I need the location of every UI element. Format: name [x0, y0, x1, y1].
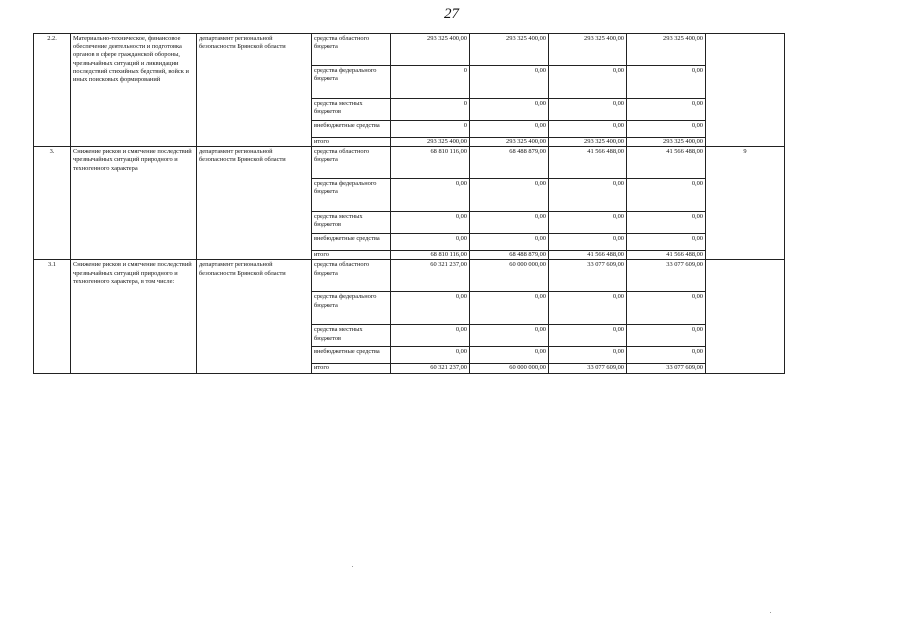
item-number-cell: 2.2.	[34, 34, 71, 147]
amount-cell: 0,00	[470, 292, 549, 325]
item-number-cell: 3.1	[34, 260, 71, 373]
indicator-cell	[706, 34, 785, 147]
amount-cell: 60 321 237,00	[391, 364, 470, 373]
amount-cell: 0,00	[391, 179, 470, 212]
amount-cell: 33 077 609,00	[627, 364, 706, 373]
amount-cell: 0,00	[627, 121, 706, 138]
amount-cell: 60 321 237,00	[391, 260, 470, 292]
executor-cell: департамент региональной безопасности Брянской области	[197, 34, 312, 147]
amount-cell: 0	[391, 121, 470, 138]
funding-source-cell: средства федерального бюджета	[312, 66, 391, 99]
indicator-cell	[706, 260, 785, 373]
item-name-cell: Снижение рисков и смягчение последствий чрезвычайных ситуаций природного и техногенного характера, в том числе:	[71, 260, 197, 373]
amount-cell: 33 077 609,00	[549, 260, 627, 292]
item-number-cell: 3.	[34, 147, 71, 260]
amount-cell: 293 325 400,00	[627, 34, 706, 66]
amount-cell: 0,00	[470, 99, 549, 121]
amount-cell: 41 566 488,00	[627, 147, 706, 179]
item-name-cell: Материально-техническое, финансовое обеспечение деятельности и подготовка органов в сфере гражданской обороны, чрезвычайных ситуаций и ликвидации последствий стихийных бедствий, войск и иных поисковых формирований	[71, 34, 197, 147]
amount-cell: 33 077 609,00	[627, 260, 706, 292]
amount-cell: 68 488 879,00	[470, 147, 549, 179]
amount-cell: 293 325 400,00	[549, 34, 627, 66]
funding-source-cell: внебюджетные средства	[312, 121, 391, 138]
amount-cell: 0,00	[549, 212, 627, 234]
amount-cell: 0,00	[627, 212, 706, 234]
page-number: 27	[444, 6, 459, 22]
amount-cell: 60 000 000,00	[470, 364, 549, 373]
amount-cell: 60 000 000,00	[470, 260, 549, 292]
amount-cell: 33 077 609,00	[549, 364, 627, 373]
amount-cell: 0,00	[549, 292, 627, 325]
amount-cell: 0,00	[627, 325, 706, 347]
amount-cell: 0,00	[627, 292, 706, 325]
item-name-cell: Снижение рисков и смягчение последствий чрезвычайных ситуаций природного и техногенного характера	[71, 147, 197, 260]
amount-cell: 293 325 400,00	[470, 34, 549, 66]
funding-source-cell: средства областного бюджета	[312, 147, 391, 179]
amount-cell: 293 325 400,00	[627, 138, 706, 147]
amount-cell: 293 325 400,00	[391, 138, 470, 147]
table-row	[34, 34, 785, 66]
executor-cell: департамент региональной безопасности Брянской области	[197, 147, 312, 260]
amount-cell: 0,00	[549, 325, 627, 347]
amount-cell: 0,00	[391, 234, 470, 251]
amount-cell: 0,00	[549, 347, 627, 364]
amount-cell: 41 566 488,00	[549, 147, 627, 179]
amount-cell: 0,00	[470, 347, 549, 364]
funding-source-cell: средства местных бюджетов	[312, 212, 391, 234]
amount-cell: 0,00	[627, 99, 706, 121]
amount-cell: 0,00	[470, 121, 549, 138]
amount-cell: 0	[391, 66, 470, 99]
amount-cell: 0,00	[549, 66, 627, 99]
table-row	[34, 260, 785, 292]
amount-cell: 0,00	[470, 66, 549, 99]
funding-source-cell: внебюджетные средства	[312, 347, 391, 364]
funding-source-cell: средства областного бюджета	[312, 34, 391, 66]
amount-cell: 0,00	[470, 325, 549, 347]
funding-source-cell: итого	[312, 251, 391, 260]
funding-source-cell: итого	[312, 364, 391, 373]
funding-source-cell: итого	[312, 138, 391, 147]
amount-cell: 0,00	[627, 234, 706, 251]
funding-source-cell: средства областного бюджета	[312, 260, 391, 292]
executor-cell: департамент региональной безопасности Брянской области	[197, 260, 312, 373]
amount-cell: 293 325 400,00	[549, 138, 627, 147]
amount-cell: 0,00	[549, 121, 627, 138]
amount-cell: 0,00	[391, 347, 470, 364]
amount-cell: 293 325 400,00	[470, 138, 549, 147]
amount-cell: 0,00	[470, 212, 549, 234]
amount-cell: 68 810 116,00	[391, 251, 470, 260]
amount-cell: 0,00	[627, 179, 706, 212]
indicator-cell: 9	[706, 147, 785, 260]
amount-cell: 0,00	[391, 292, 470, 325]
funding-source-cell: средства местных бюджетов	[312, 99, 391, 121]
amount-cell: 0	[391, 99, 470, 121]
funding-source-cell: внебюджетные средства	[312, 234, 391, 251]
amount-cell: 0,00	[391, 212, 470, 234]
amount-cell: 68 488 879,00	[470, 251, 549, 260]
amount-cell: 41 566 488,00	[627, 251, 706, 260]
amount-cell: 0,00	[470, 234, 549, 251]
amount-cell: 0,00	[470, 179, 549, 212]
amount-cell: 0,00	[549, 234, 627, 251]
amount-cell: 0,00	[549, 99, 627, 121]
table-row	[34, 147, 785, 179]
funding-source-cell: средства федерального бюджета	[312, 179, 391, 212]
amount-cell: 68 810 116,00	[391, 147, 470, 179]
amount-cell: 0,00	[391, 325, 470, 347]
amount-cell: 0,00	[549, 179, 627, 212]
funding-source-cell: средства федерального бюджета	[312, 292, 391, 325]
amount-cell: 0,00	[627, 347, 706, 364]
amount-cell: 41 566 488,00	[549, 251, 627, 260]
amount-cell: 0,00	[627, 66, 706, 99]
budget-table	[33, 33, 785, 374]
funding-source-cell: средства местных бюджетов	[312, 325, 391, 347]
amount-cell: 293 325 400,00	[391, 34, 470, 66]
